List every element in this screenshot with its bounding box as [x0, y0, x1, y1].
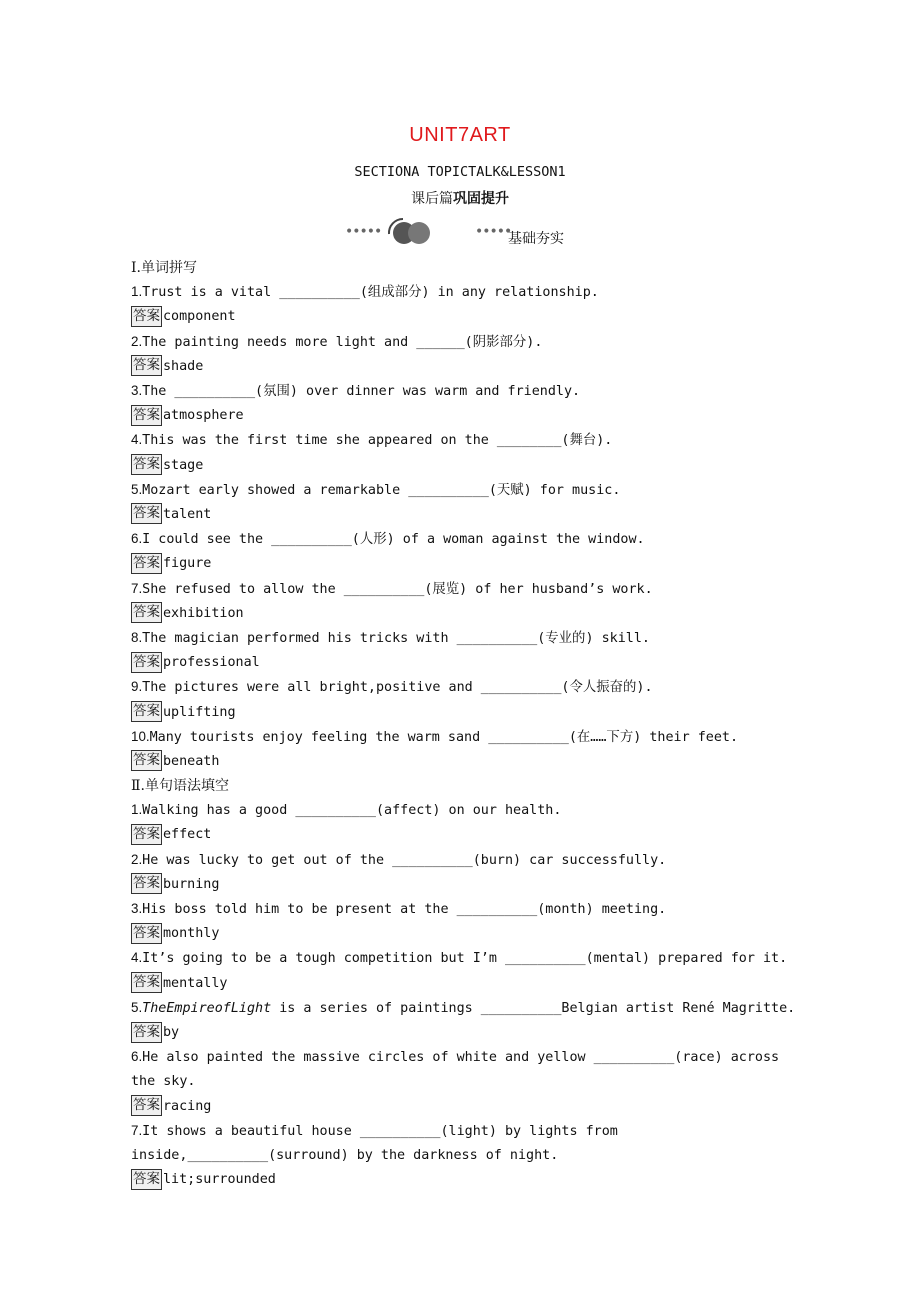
exercise-content — [131, 256, 796, 1192]
answer-blank: __________ — [456, 630, 538, 646]
answer-tag: 答案 — [131, 923, 162, 944]
answer-tag: 答案 — [131, 972, 162, 993]
answer-blank: __________ — [343, 581, 425, 597]
answer-text: stage — [163, 457, 204, 473]
answer-row — [131, 651, 796, 675]
answer-text: professional — [163, 655, 260, 671]
banner-label: 基础夯实 — [508, 231, 564, 247]
question — [131, 798, 796, 823]
answer-blank: ______ — [416, 334, 465, 350]
section-1-items — [131, 280, 796, 774]
question — [131, 280, 796, 305]
question-text: The pictures were all bright,positive and — [142, 680, 481, 696]
answer-text: figure — [163, 556, 212, 572]
question-number: 7. — [131, 580, 143, 596]
question-text: Many tourists enjoy feeling the warm sand — [149, 729, 489, 745]
question-text-after: (在……下方) their feet. — [568, 729, 739, 745]
question-text-after: (month) meeting. — [537, 902, 667, 918]
answer-row — [131, 972, 796, 996]
answer-row — [131, 355, 796, 379]
answer-text: uplifting — [163, 704, 236, 720]
question-text: She refused to allow the — [142, 581, 344, 597]
answer-blank: __________ — [593, 1050, 675, 1066]
answer-row — [131, 750, 796, 774]
question-text-after: (阴影部分). — [464, 334, 543, 350]
answer-text: component — [163, 309, 236, 325]
question-text: I could see the — [142, 532, 272, 548]
section-heading-1: Ⅰ.单词拼写 — [131, 260, 197, 276]
question-number: 7. — [131, 1122, 143, 1138]
question-number: 1. — [131, 284, 143, 300]
answer-text: lit;surrounded — [163, 1172, 276, 1188]
answer-tag: 答案 — [131, 503, 162, 524]
answer-tag: 答案 — [131, 454, 162, 475]
double-circle-icon — [385, 216, 437, 246]
answer-tag: 答案 — [131, 405, 162, 426]
question-text: Trust is a vital — [142, 285, 280, 301]
answer-text: burning — [163, 876, 220, 892]
question-number: 3. — [131, 382, 143, 398]
question-text-after: (burn) car successfully. — [472, 852, 667, 868]
answer-row — [131, 922, 796, 946]
answer-blank: __________ — [359, 1123, 441, 1139]
answer-text: exhibition — [163, 605, 244, 621]
answer-tag: 答案 — [131, 1095, 162, 1116]
answer-tag: 答案 — [131, 652, 162, 673]
question-number: 2. — [131, 851, 143, 867]
answer-text: racing — [163, 1098, 212, 1114]
answer-row — [131, 823, 796, 847]
question-text-after-2: (surround) by the darkness of night. — [268, 1148, 559, 1164]
question-text-after: (affect) on our health. — [375, 803, 562, 819]
answer-row — [131, 552, 796, 576]
basics-banner — [345, 216, 585, 248]
question-text-after: (舞台). — [561, 433, 613, 449]
answer-blank: __________ — [408, 482, 489, 498]
answer-text: effect — [163, 827, 212, 843]
answer-blank: __________ — [488, 729, 569, 745]
question-text-after: (mental) prepared for it. — [585, 951, 788, 967]
answer-text: mentally — [163, 975, 228, 991]
answer-row — [131, 404, 796, 428]
question-text-after: (展览) of her husband’s work. — [424, 581, 653, 597]
question-text-after: (组成部分) in any relationship. — [359, 285, 599, 301]
question-text: The magician performed his tricks with — [142, 630, 457, 646]
answer-blank: __________ — [174, 383, 256, 399]
question — [131, 428, 796, 453]
answer-blank: __________ — [456, 902, 538, 918]
question-text: Walking has a good — [142, 803, 296, 819]
question-text-after: (专业的) skill. — [537, 630, 650, 646]
section-subtitle: SECTIONA TOPICTALK&LESSON1 — [354, 164, 566, 180]
question-number: 2. — [131, 333, 143, 349]
answer-row — [131, 503, 796, 527]
question-number: 9. — [131, 679, 143, 695]
question — [131, 1119, 796, 1168]
question-text-after: (令人振奋的). — [561, 680, 653, 696]
answer-text: beneath — [163, 753, 220, 769]
subtitle-part-b: 巩固提升 — [453, 191, 509, 207]
question-text: The — [142, 383, 175, 399]
question — [131, 1045, 796, 1094]
answer-row — [131, 1168, 796, 1192]
answer-blank: __________ — [480, 1000, 562, 1016]
question — [131, 725, 796, 750]
subtitle-part-a: 课后篇 — [411, 191, 453, 207]
answer-text: by — [163, 1025, 180, 1041]
question-number: 1. — [131, 802, 143, 818]
dots-left: ••••• — [345, 224, 382, 240]
question — [131, 848, 796, 873]
question-text: This was the first time she appeared on the — [142, 433, 497, 449]
question — [131, 330, 796, 355]
question-number: 5. — [131, 481, 143, 497]
dots-right: ••••• — [475, 224, 512, 240]
answer-text: atmosphere — [163, 408, 244, 424]
question — [131, 897, 796, 922]
answer-tag: 答案 — [131, 701, 162, 722]
answer-blank: __________ — [271, 532, 352, 548]
question-number: 3. — [131, 901, 143, 917]
unit-title: UNIT7ART — [409, 124, 511, 146]
answer-text: shade — [163, 358, 204, 374]
question — [131, 379, 796, 404]
answer-tag: 答案 — [131, 602, 162, 623]
section-heading-2: Ⅱ.单句语法填空 — [131, 778, 229, 795]
answer-blank: __________ — [392, 852, 473, 868]
answer-row — [131, 1021, 796, 1045]
answer-blank: ________ — [496, 433, 562, 449]
answer-text: talent — [163, 506, 212, 522]
section-2-items — [131, 798, 796, 1192]
answer-row — [131, 305, 796, 329]
answer-tag: 答案 — [131, 306, 162, 327]
question-text: He also painted the massive circles of white and yellow — [142, 1050, 594, 1066]
question-text: The painting needs more light and — [142, 334, 417, 350]
answer-row — [131, 1095, 796, 1119]
question-text-after: (天赋) for music. — [488, 482, 621, 498]
question-text: Mozart early showed a remarkable — [142, 482, 409, 498]
answer-blank: __________ — [295, 803, 376, 819]
question — [131, 626, 796, 651]
answer-tag: 答案 — [131, 1022, 162, 1043]
answer-tag: 答案 — [131, 355, 162, 376]
answer-tag: 答案 — [131, 553, 162, 574]
question — [131, 478, 796, 503]
question-text-after: Belgian artist René Magritte. — [561, 1000, 796, 1016]
question-number: 5. — [131, 999, 143, 1015]
question — [131, 946, 796, 971]
question-number: 4. — [131, 950, 143, 966]
question — [131, 675, 796, 700]
question-text-after: (人形) of a woman against the window. — [351, 532, 645, 548]
answer-tag: 答案 — [131, 873, 162, 894]
question-number: 10. — [131, 728, 150, 744]
question — [131, 577, 796, 602]
question-number: 4. — [131, 432, 143, 448]
question-text: He was lucky to get out of the — [142, 852, 393, 868]
answer-blank-2: __________ — [187, 1148, 269, 1164]
answer-blank: __________ — [504, 951, 586, 967]
answer-text: monthly — [163, 926, 220, 942]
answer-row — [131, 701, 796, 725]
answer-tag: 答案 — [131, 750, 162, 771]
question-title-italic: TheEmpireofLight — [142, 1000, 272, 1016]
question-text: His boss told him to be present at the — [142, 902, 457, 918]
question-text-after: (氛围) over dinner was warm and friendly. — [255, 383, 581, 399]
question-number: 8. — [131, 629, 143, 645]
question-text: It shows a beautiful house — [142, 1123, 360, 1139]
question — [131, 527, 796, 552]
answer-tag: 答案 — [131, 1169, 162, 1190]
question-number: 6. — [131, 531, 143, 547]
answer-blank: __________ — [279, 285, 360, 301]
answer-blank: __________ — [480, 680, 562, 696]
answer-row — [131, 454, 796, 478]
question-text: is a series of paintings — [271, 1000, 481, 1016]
question — [131, 996, 796, 1021]
answer-row — [131, 602, 796, 626]
question-text: It’s going to be a tough competition but I’m — [142, 951, 505, 967]
answer-row — [131, 873, 796, 897]
practice-subtitle — [0, 188, 920, 208]
answer-tag: 答案 — [131, 824, 162, 845]
question-text-after: (race) across the sky. — [131, 1050, 780, 1090]
question-text-after: (light) by lights from inside, — [131, 1123, 618, 1164]
question-number: 6. — [131, 1049, 143, 1065]
